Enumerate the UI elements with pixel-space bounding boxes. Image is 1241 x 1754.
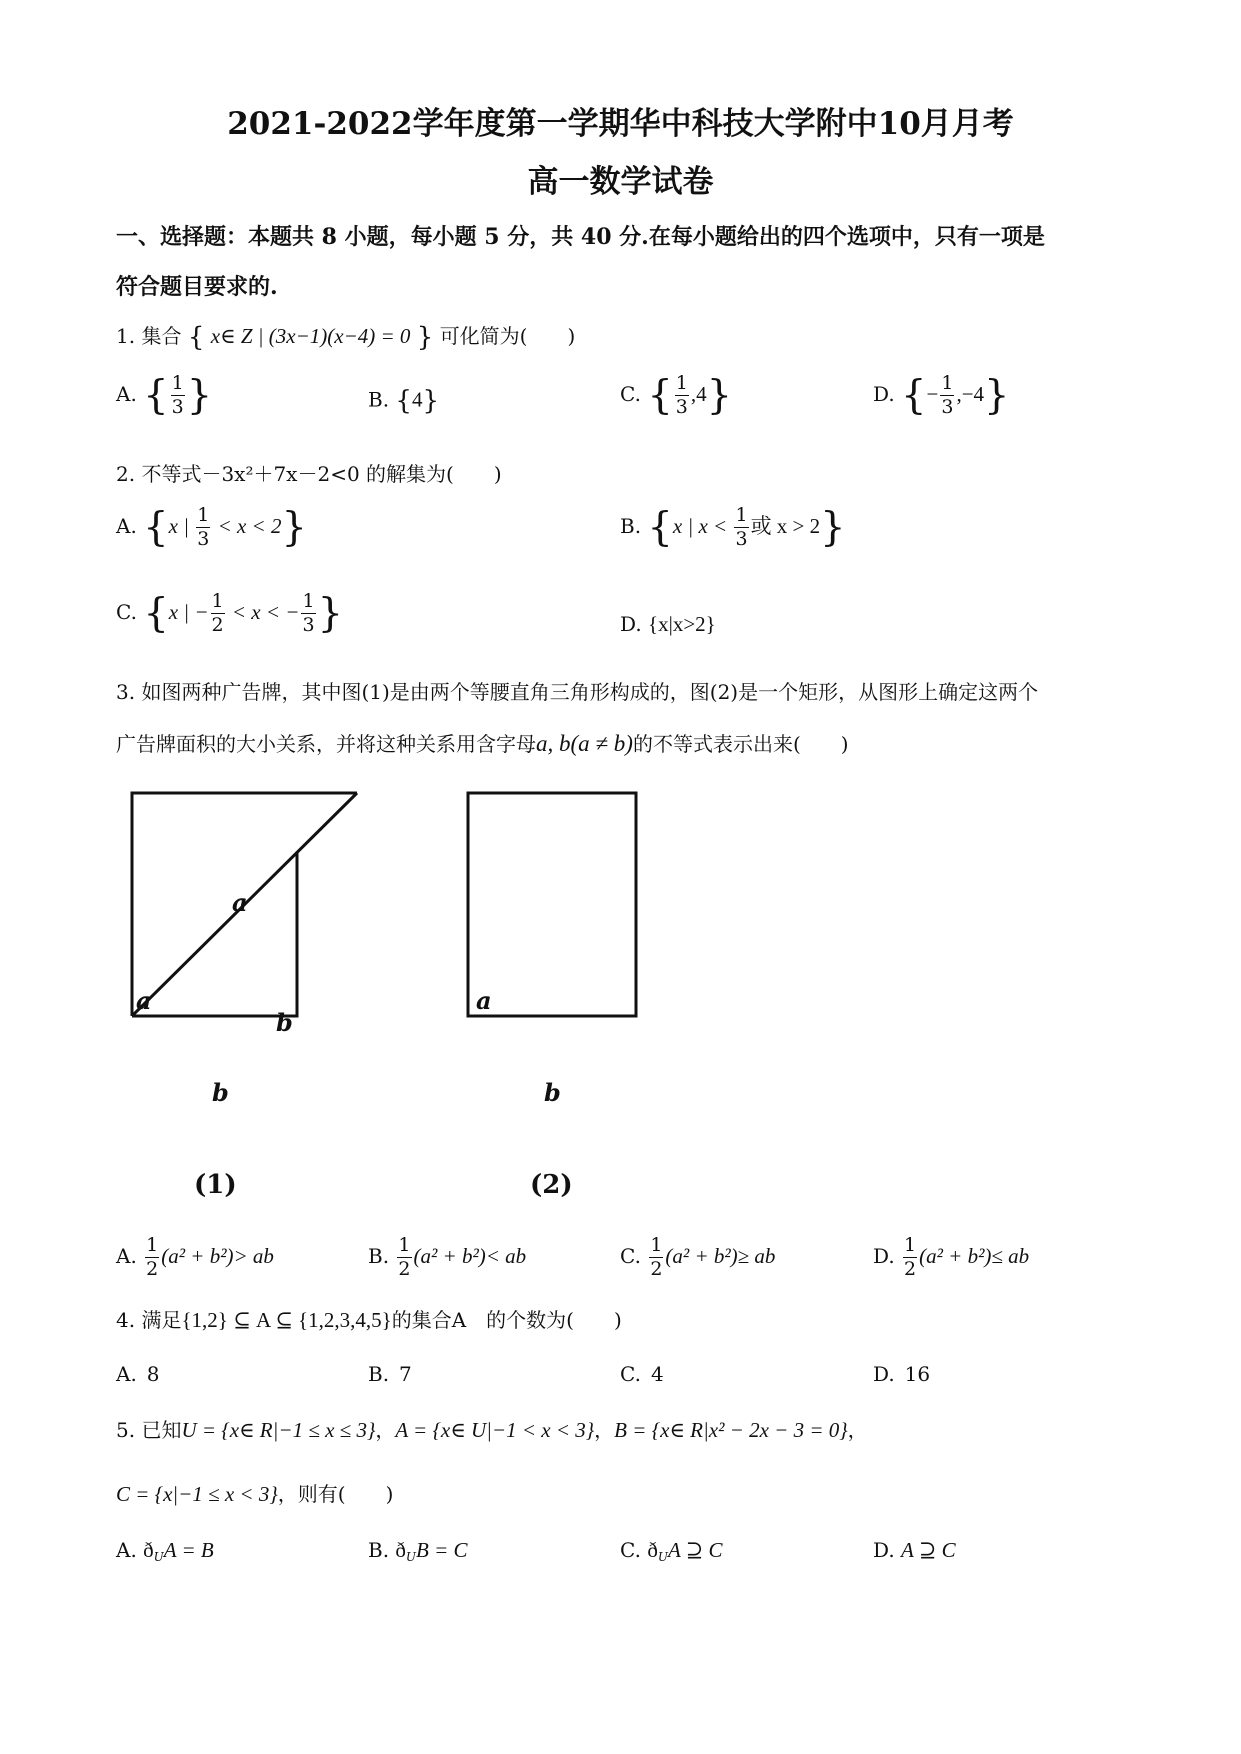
fig1-label-a-top: a (232, 888, 248, 917)
q3-option-b[interactable]: B. $\frac{1}{2}$ (a² + b²)< ab (368, 1234, 527, 1280)
q1-tail: 可化简为( ) (439, 324, 576, 348)
q2-option-a[interactable]: A. {x | $\frac{1}{3}$ < x < 2} (116, 504, 307, 551)
q5-option-b[interactable]: B. $ð_UB = C$ (368, 1538, 468, 1564)
q1-prefix: 1. 集合 (116, 324, 182, 348)
exam-title: 2021-2022学年度第一学期华中科技大学附中10月月考 (227, 106, 1014, 142)
fig1-label-b-bottom: b (212, 1078, 229, 1107)
q3-option-c[interactable]: C. $\frac{1}{2}$ (a² + b²)≥ ab (620, 1234, 776, 1280)
figure-2-rectangle (468, 793, 636, 1016)
question-3-line1: 3. 如图两种广告牌，其中图(1)是由两个等腰直角三角形构成的，图(2)是一个矩形，从图形上确定这两个 (116, 680, 1039, 704)
question-3-line2: 广告牌面积的大小关系，并将这种关系用含字母a, b(a ≠ b)的不等式表示出来( ) (116, 731, 849, 756)
section-heading-line2: 符合题目要求的. (116, 274, 278, 300)
question-5-line2: C = {x|−1 ≤ x < 3}，则有( ) (116, 1482, 394, 1506)
fig2-label-b: b (544, 1078, 561, 1107)
q2-option-c[interactable]: C. {x | − $\frac{1}{2}$ < x < − $\frac{1}{3}$ } (116, 590, 344, 637)
q4-option-b[interactable]: B. 7 (368, 1362, 412, 1386)
question-2: 2. 不等式－3x²＋7x－2<0 的解集为( ) (116, 462, 502, 486)
q1-set: x∈ Z | (3x−1)(x−4) = 0 (210, 324, 411, 348)
q5-option-d[interactable]: D. A ⊇ C (873, 1538, 956, 1562)
q1-option-c[interactable]: C. { $\frac{1}{3}$ ,4} (620, 372, 733, 419)
q1-option-a[interactable]: A. { $\frac{1}{3}$ } (116, 372, 213, 419)
q1-option-d[interactable]: D. {− $\frac{1}{3}$ ,−4} (873, 372, 1010, 419)
fig1-label-a-left: a (136, 986, 152, 1015)
q1-option-b[interactable]: B. {4} (368, 386, 440, 416)
q5-option-c[interactable]: C. $ð_UA$ ⊇ C (620, 1538, 723, 1564)
question-4: 4. 满足{1,2} ⊆ A ⊆ {1,2,3,4,5}的集合A 的个数为( ) (116, 1308, 622, 1332)
q4-option-c[interactable]: C. 4 (620, 1362, 664, 1386)
q4-option-a[interactable]: A. 8 (116, 1362, 160, 1386)
q4-option-d[interactable]: D. 16 (873, 1362, 931, 1386)
q3-option-a[interactable]: A. $\frac{1}{2}$ (a² + b²)> ab (116, 1234, 274, 1280)
q5-option-a[interactable]: A. $ð_UA = B$ (116, 1538, 214, 1564)
fig1-label-b-right: b (276, 1008, 293, 1037)
q2-option-b[interactable]: B. {x | x < $\frac{1}{3}$ 或 x > 2} (620, 504, 846, 551)
question-1: 1. 集合 { x∈ Z | (3x−1)(x−4) = 0 } 可化简为( ) (116, 322, 576, 353)
figure-1-caption: (1) (194, 1170, 237, 1200)
q2-option-d[interactable]: D. {x|x>2} (620, 612, 716, 636)
question-5-line1: 5. 已知U = {x∈ R|−1 ≤ x ≤ 3}，A = {x∈ U|−1 < x < 3}，B = {x∈ R|x² − 2x − 3 = 0}， (116, 1418, 868, 1442)
fig2-label-a: a (476, 986, 492, 1015)
section-heading-line1: 一、选择题：本题共 8 小题，每小题 5 分，共 40 分.在每小题给出的四个选项中，只有一项是 (116, 224, 1045, 250)
figure-2-caption: (2) (530, 1170, 573, 1200)
exam-subtitle: 高一数学试卷 (527, 164, 714, 200)
q3-figure (110, 780, 670, 1100)
q3-option-d[interactable]: D. $\frac{1}{2}$ (a² + b²)≤ ab (873, 1234, 1030, 1280)
